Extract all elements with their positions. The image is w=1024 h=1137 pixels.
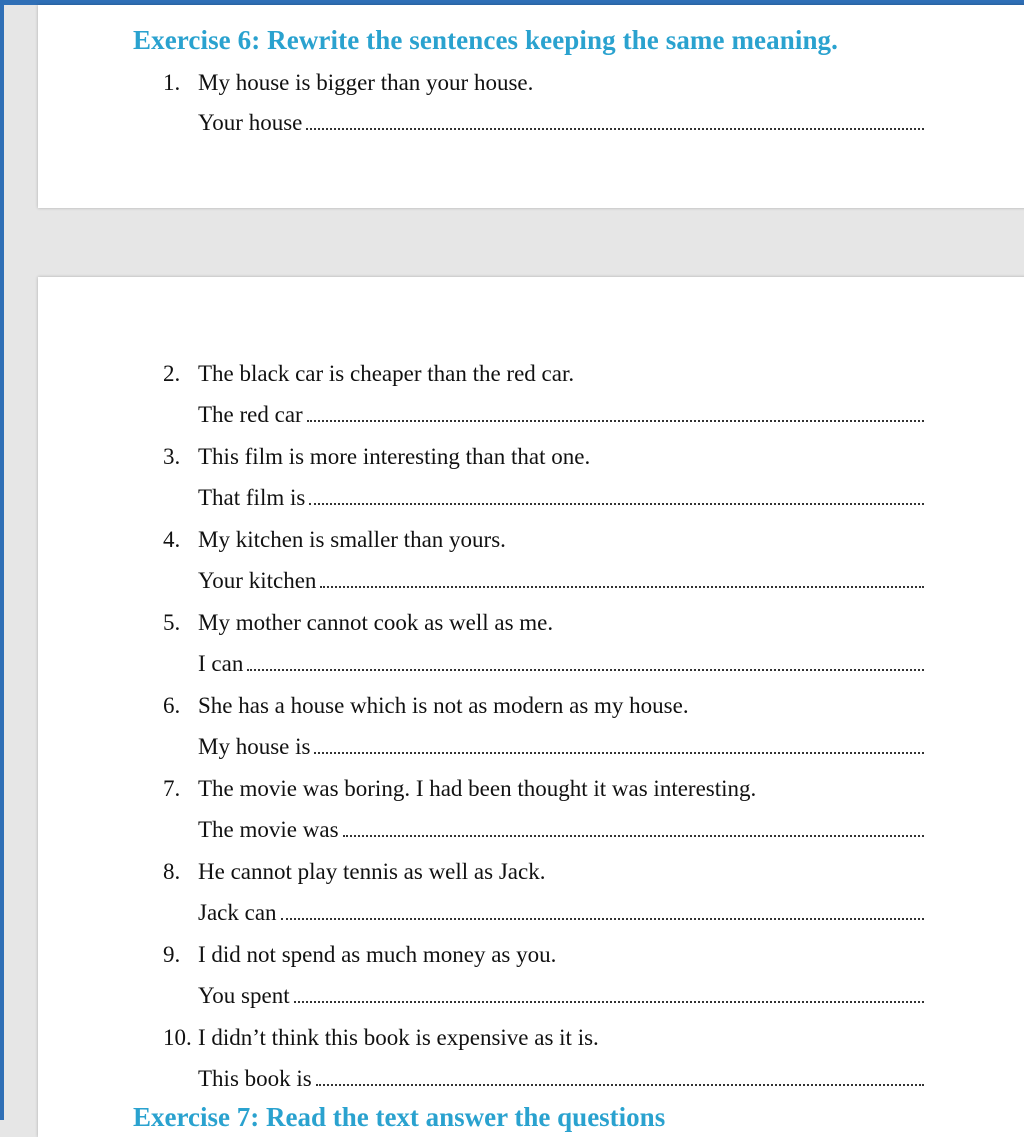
answer-prompt: You spent xyxy=(198,983,290,1008)
document-page-2 xyxy=(38,277,1024,1137)
answer-prompt: My house is xyxy=(198,734,311,759)
question-text: I did not spend as much money as you. xyxy=(198,942,557,967)
answer-blank[interactable] xyxy=(247,651,924,671)
answer-blank[interactable] xyxy=(320,568,924,588)
exercise-6-heading: Exercise 6: Rewrite the sentences keeping the same meaning. xyxy=(133,25,839,55)
answer-prompt: Your house xyxy=(198,110,303,135)
answer-blank[interactable] xyxy=(343,817,924,837)
answer-line[interactable] xyxy=(198,817,924,843)
answer-line[interactable] xyxy=(198,983,924,1009)
question-text: He cannot play tennis as well as Jack. xyxy=(198,859,546,884)
question-number: 10. xyxy=(163,1025,192,1050)
question-number: 7. xyxy=(163,776,181,801)
answer-line[interactable] xyxy=(198,900,924,926)
answer-blank[interactable] xyxy=(306,110,924,130)
question-text: The movie was boring. I had been thought it was interesting. xyxy=(198,776,757,801)
window-left-border xyxy=(0,0,4,1120)
question-number: 4. xyxy=(163,527,181,552)
question-number: 1. xyxy=(163,70,181,95)
question-text: This film is more interesting than that one. xyxy=(198,444,591,469)
question-text: The black car is cheaper than the red car. xyxy=(198,361,575,386)
answer-line[interactable] xyxy=(198,734,924,760)
answer-line[interactable] xyxy=(198,485,924,511)
question-text: I didn’t think this book is expensive as it is. xyxy=(198,1025,599,1050)
answer-blank[interactable] xyxy=(314,734,924,754)
answer-line[interactable] xyxy=(198,402,924,428)
document-page-1 xyxy=(38,5,1024,208)
question-text: My kitchen is smaller than yours. xyxy=(198,527,506,552)
question-text: She has a house which is not as modern as my house. xyxy=(198,693,689,718)
answer-prompt: That film is xyxy=(198,485,306,510)
answer-blank[interactable] xyxy=(281,900,924,920)
question-number: 6. xyxy=(163,693,181,718)
question-text: My house is bigger than your house. xyxy=(198,70,534,95)
question-text: My mother cannot cook as well as me. xyxy=(198,610,554,635)
answer-prompt: Your kitchen xyxy=(198,568,317,593)
question-number: 8. xyxy=(163,859,181,884)
question-number: 3. xyxy=(163,444,181,469)
answer-blank[interactable] xyxy=(309,485,924,505)
question-number: 5. xyxy=(163,610,181,635)
answer-prompt: The red car xyxy=(198,402,303,427)
answer-line[interactable] xyxy=(198,110,924,136)
answer-blank[interactable] xyxy=(294,983,924,1003)
question-number: 9. xyxy=(163,942,181,967)
answer-prompt: The movie was xyxy=(198,817,339,842)
answer-prompt: This book is xyxy=(198,1066,312,1091)
answer-line[interactable] xyxy=(198,568,924,594)
answer-blank[interactable] xyxy=(316,1066,924,1086)
question-number: 2. xyxy=(163,361,181,386)
exercise-7-heading: Exercise 7: Read the text answer the questions xyxy=(133,1102,666,1132)
answer-blank[interactable] xyxy=(307,402,924,422)
answer-line[interactable] xyxy=(198,1066,924,1092)
answer-line[interactable] xyxy=(198,651,924,677)
answer-prompt: I can xyxy=(198,651,244,676)
answer-prompt: Jack can xyxy=(198,900,277,925)
